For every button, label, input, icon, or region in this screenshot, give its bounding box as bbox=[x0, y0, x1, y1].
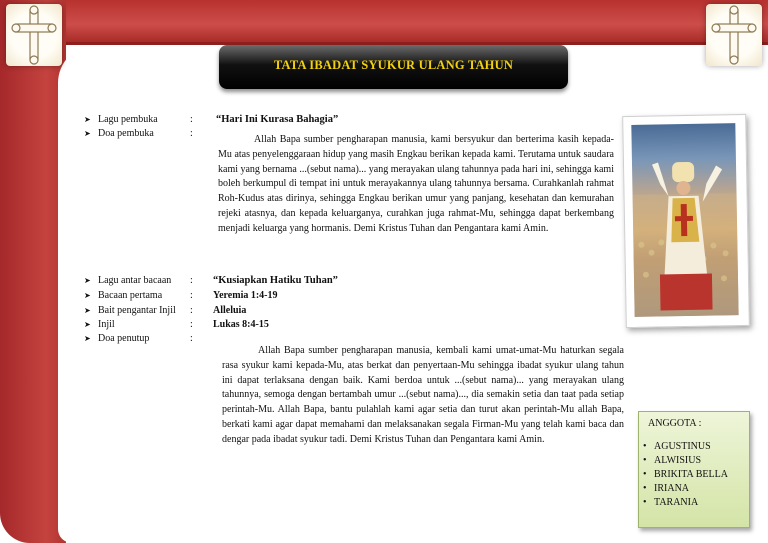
item-label: Bacaan pertama bbox=[98, 290, 163, 301]
item-label: Doa pembuka bbox=[98, 128, 154, 139]
arrow-bullet-icon: ➤ bbox=[84, 115, 91, 124]
item-label: Doa penutup bbox=[98, 333, 150, 344]
list-item bbox=[643, 483, 689, 494]
dot-icon: • bbox=[643, 455, 647, 466]
closing-prayer-text: Allah Bapa sumber pengharapan manusia, kembali kami umat-umat-Mu haturkan segala rasa syukur kami kepada-Mu, atas berkat dan penyertaan-Mu sehingga ibadat syukur ulang tahun ini dapat terlaksana dengan baik. Kami berdoa untuk ...(sebut nama)... yang merayakan ulang tahunnya, semoga dengan bertambah umur ...(sebut nama)..., dia semakin setia dan taat pada setiap perintah-Mu. Allah Bapa, bantu pulahlah kami agar setia dan turut akan perintah-Mu allah Bapa, berkati kami agar dapat memahami dan melaksanakan segala Firman-Mu yang telah kami baca dan dengar pada ibadat syukur tadi. Demi Kristus Tuhan dan Pengantara kami Amin. bbox=[222, 345, 624, 445]
arrow-bullet-icon: ➤ bbox=[84, 276, 91, 285]
colon: : bbox=[190, 305, 193, 316]
first-reading-ref: Yeremia 1:4-19 bbox=[213, 290, 278, 301]
colon: : bbox=[190, 114, 193, 125]
member-name: IRIANA bbox=[654, 483, 690, 494]
cross-icon bbox=[6, 4, 62, 66]
opening-song-title: “Hari Ini Kurasa Bahagia” bbox=[216, 114, 339, 125]
list-item bbox=[643, 497, 698, 508]
top-red-band bbox=[0, 0, 768, 44]
arrow-bullet-icon: ➤ bbox=[84, 320, 91, 329]
colon: : bbox=[190, 319, 193, 330]
list-item bbox=[643, 469, 728, 480]
cross-icon-right bbox=[706, 4, 762, 66]
cross-icon bbox=[706, 4, 762, 66]
cross-icon-left bbox=[6, 4, 62, 66]
member-name: TARANIA bbox=[654, 497, 699, 508]
list-item bbox=[643, 441, 711, 452]
member-name: AGUSTINUS bbox=[654, 441, 711, 452]
item-label: Lagu antar bacaan bbox=[98, 275, 172, 286]
opening-prayer-text: Allah Bapa sumber pengharapan manusia, kami bersyukur dan berterima kasih kepada-Mu atas penyelenggaraan hidup yang masih Engkau berikan kepada kami. Terutama untuk saudara kami yang bernama ...(sebut nama)... yang merayakan ulang tahunnya pada hari ini, sehingga kami boleh berkumpul di tempat ini untuk merayakannya ulang tahunnya bersama. Curahkanlah rahmat Roh-Kudus atas dirinya, sehingga Engkau berikan umur yang panjang, kesehatan dan kemurahan rejeki atasnya, dan kepada keluarganya, curahkan juga rahmat-Mu, sehingga dapat berkembang menjadi keluarga yang hormanis. Demi Kristus Tuhan dan Pengantara kami Amin. bbox=[218, 134, 614, 234]
page-title: TATA IBADAT SYUKUR ULANG TAHUN bbox=[273, 58, 514, 72]
colon: : bbox=[190, 290, 193, 301]
colon: : bbox=[190, 128, 193, 139]
item-label: Injil bbox=[98, 319, 115, 330]
dot-icon: • bbox=[643, 497, 647, 508]
gospel-ref: Lukas 8:4-15 bbox=[213, 319, 269, 330]
title-banner bbox=[219, 45, 568, 89]
members-title: ANGGOTA : bbox=[648, 418, 702, 429]
pope-figure-image bbox=[631, 123, 738, 317]
arrow-bullet-icon: ➤ bbox=[84, 334, 91, 343]
colon: : bbox=[190, 333, 193, 344]
dot-icon: • bbox=[643, 441, 647, 452]
members-box bbox=[638, 411, 750, 528]
item-label: Lagu pembuka bbox=[98, 114, 158, 125]
interlude-song-title: “Kusiapkan Hatiku Tuhan” bbox=[213, 275, 338, 286]
photo-frame bbox=[622, 114, 750, 328]
pope-photo bbox=[631, 123, 738, 317]
arrow-bullet-icon: ➤ bbox=[84, 291, 91, 300]
list-item bbox=[643, 455, 701, 466]
member-name: BRIKITA BELLA bbox=[654, 469, 728, 480]
arrow-bullet-icon: ➤ bbox=[84, 306, 91, 315]
dot-icon: • bbox=[643, 483, 647, 494]
item-label: Bait pengantar Injil bbox=[98, 305, 176, 316]
dot-icon: • bbox=[643, 469, 647, 480]
gospel-acclamation: Alleluia bbox=[213, 305, 247, 316]
arrow-bullet-icon: ➤ bbox=[84, 129, 91, 138]
left-red-band bbox=[0, 0, 66, 543]
member-name: ALWISIUS bbox=[654, 455, 702, 466]
colon: : bbox=[190, 275, 193, 286]
